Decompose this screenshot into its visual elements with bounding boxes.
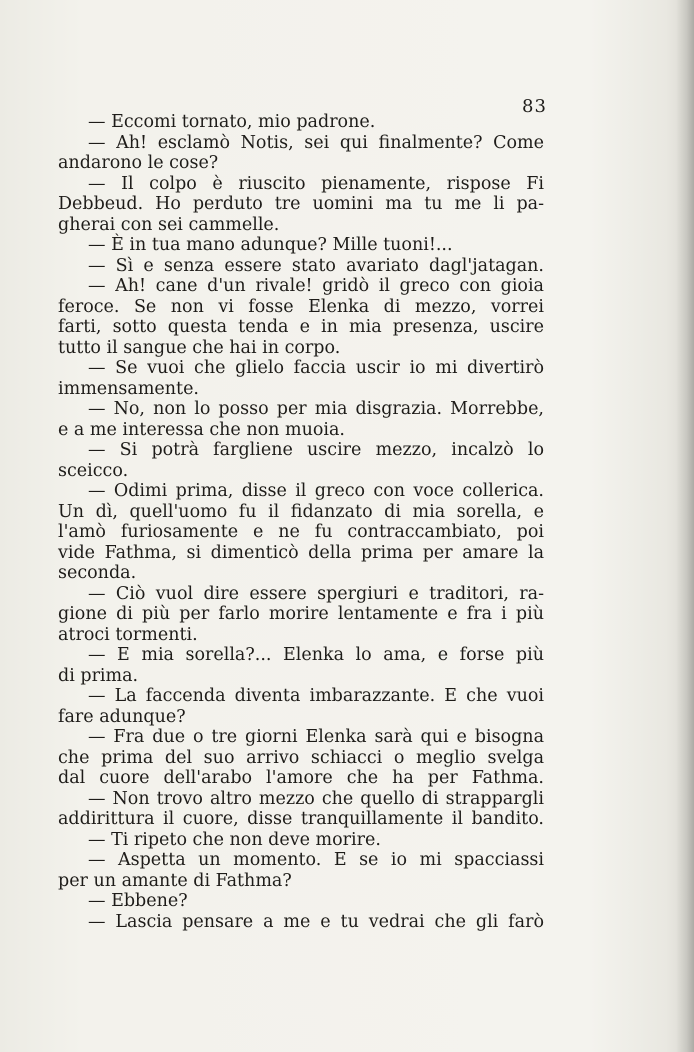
text-line: atroci tormenti. <box>58 624 198 645</box>
text-line: — Ebbene? <box>88 891 188 911</box>
text-line: di prima. <box>58 665 139 686</box>
text-line: — Si potrà fargliene uscire mezzo, incalzò lo <box>88 440 544 460</box>
text-line: — Eccomi tornato, mio padrone. <box>88 112 376 132</box>
body-text <box>58 112 544 932</box>
text-line: — Ah! esclamò Notis, sei qui finalmente? Come <box>88 132 544 153</box>
text-line: dal cuore dell'arabo l'amore che ha per Fathma. <box>58 768 544 788</box>
text-line: che prima del suo arrivo schiacci o meglio svelga <box>58 747 544 768</box>
text-line: per un amante di Fathma? <box>58 870 292 891</box>
text-line: immensamente. <box>58 378 199 399</box>
text-line: — E mia sorella?... Elenka lo ama, e forse più <box>88 645 544 665</box>
text-line: — Ti ripeto che non deve morire. <box>88 829 381 850</box>
text-line: — No, non lo posso per mia disgrazia. Morrebbe, <box>88 399 544 419</box>
text-line: andarono le cose? <box>58 153 219 173</box>
text-line: — È in tua mano adunque? Mille tuoni!... <box>88 235 453 255</box>
text-line: — Il colpo è riuscito pienamente, rispose Fi <box>88 173 544 194</box>
text-line: Un dì, quell'uomo fu il fidanzato di mia sorella, e <box>58 501 544 522</box>
text-line: — Non trovo altro mezzo che quello di strappargli <box>88 788 544 809</box>
text-line: — Odimi prima, disse il greco con voce collerica. <box>88 481 544 501</box>
text-line: — Fra due o tre giorni Elenka sarà qui e bisogna <box>88 727 544 747</box>
text-line: tutto il sangue che hai in corpo. <box>58 337 341 358</box>
text-line: seconda. <box>58 563 137 583</box>
text-line: — La faccenda diventa imbarazzante. E che vuoi <box>88 686 544 706</box>
text-line: farti, sotto questa tenda e in mia presenza, uscire <box>58 317 544 337</box>
page-edge-shadow <box>676 0 694 1052</box>
text-line: — Ciò vuol dire essere spergiuri e traditori, ra- <box>88 583 544 604</box>
text-line: — Sì e senza essere stato avariato dagl'jatagan. <box>88 255 544 276</box>
text-line: e a me interessa che non muoia. <box>58 419 345 440</box>
text-line: — Ah! cane d'un rivale! gridò il greco con gioia <box>88 276 544 296</box>
text-line: — Aspetta un momento. E se io mi spacciassi <box>88 850 544 870</box>
text-line: l'amò furiosamente e ne fu contraccambiato, poi <box>58 522 544 542</box>
page-number: 83 <box>522 96 547 117</box>
text-line: feroce. Se non vi fosse Elenka di mezzo, vorrei <box>58 296 544 317</box>
text-line: — Lascia pensare a me e tu vedrai che gli farò <box>88 911 544 932</box>
text-line: sceicco. <box>58 460 129 481</box>
text-line: — Se vuoi che glielo faccia uscir io mi divertirò <box>88 358 544 378</box>
text-line: gherai con sei cammelle. <box>58 214 280 235</box>
text-line: gione di più per farlo morire lentamente e fra i più <box>58 604 544 624</box>
text-line: Debbeud. Ho perduto tre uomini ma tu me li pa- <box>58 194 544 214</box>
text-line: fare adunque? <box>58 706 186 727</box>
text-line: addirittura il cuore, disse tranquillamente il bandito. <box>58 809 544 829</box>
text-line: vide Fathma, si dimenticò della prima per amare la <box>58 542 544 563</box>
